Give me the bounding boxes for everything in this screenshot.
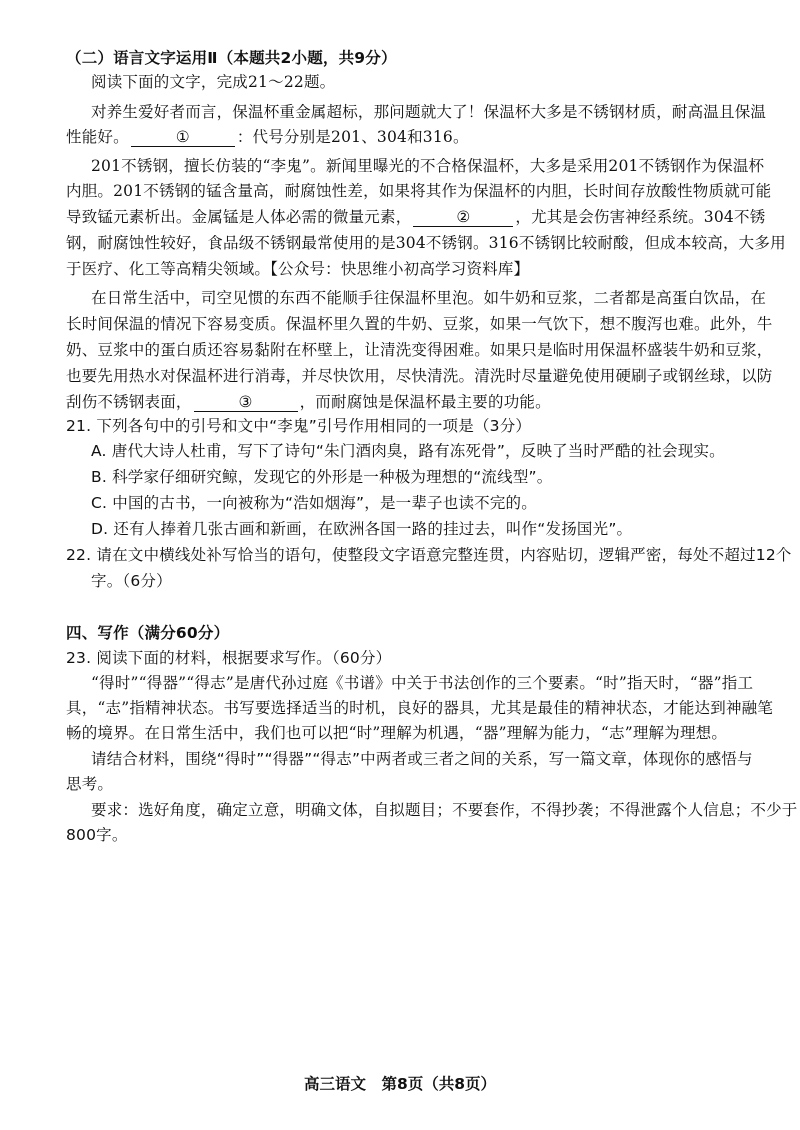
material-line: 畅的境界。在日常生活中，我们也可以把“时”理解为机遇，“器”理解为能力，“志”理解为理想。 (66, 724, 728, 742)
requirement-line: 要求：选好角度，确定立意，明确文体，自拟题目；不要套作，不得抄袭；不得泄露个人信息；不少于 (91, 801, 798, 819)
option-d: D. 还有人捧着几张古画和新画，在欧洲各国一路的挂过去，叫作“发扬国光”。 (91, 520, 633, 538)
question-23-stem: 23. 阅读下面的材料，根据要求写作。（60分） (66, 649, 392, 667)
passage-line: 导致锰元素析出。金属锰是人体必需的微量元素， ② ，尤其是会伤害神经系统。304不锈 (66, 208, 766, 226)
passage-line: 钢，耐腐蚀性较好，食品级不锈钢最常使用的是304不锈钢。316不锈钢比较耐酸，但成本较高，大多用 (66, 234, 786, 252)
writing-section-heading: 四、写作（满分60分） (66, 624, 230, 642)
task-line: 思考。 (66, 775, 114, 793)
passage-line: 于医疗、化工等高精尖领域。【公众号：快思维小初高学习资料库】 (66, 260, 530, 278)
blank-1: ① (131, 128, 235, 147)
passage-line: 内胆。201不锈钢的锰含量高，耐腐蚀性差，如果将其作为保温杯的内胆，长时间存放酸性物质就可能 (66, 182, 772, 200)
task-line: 请结合材料，围绕“得时”“得器”“得志”中两者或三者之间的关系，写一篇文章，体现你的感悟与 (91, 750, 753, 768)
option-b: B. 科学家仔细研究鲸，发现它的外形是一种极为理想的“流线型”。 (91, 468, 553, 486)
passage-line: 性能好。 ① ：代号分别是201、304和316。 (66, 128, 469, 146)
passage-line: 对养生爱好者而言，保温杯重金属超标，那问题就大了！保温杯大多是不锈钢材质，耐高温且保温 (91, 103, 767, 121)
requirement-line: 800字。 (66, 826, 128, 844)
option-a: A. 唐代大诗人杜甫，写下了诗句“朱门酒肉臭，路有冻死骨”，反映了当时严酷的社会现实。 (91, 442, 725, 460)
instruction: 阅读下面的文字，完成21～22题。 (91, 73, 336, 91)
passage-line: 201不锈钢，擅长仿装的“李鬼”。新闻里曝光的不合格保温杯，大多是采用201不锈钢作为保温杯 (91, 157, 765, 175)
material-line: 具，“志”指精神状态。书写要选择适当的时机，良好的器具，尤其是最佳的精神状态，才能达到神融笔 (66, 699, 774, 717)
question-22-stem-cont: 字。（6分） (91, 572, 172, 590)
option-c: C. 中国的古书，一向被称为“浩如烟海”，是一辈子也读不完的。 (91, 494, 537, 512)
blank-2: ② (413, 208, 513, 227)
question-21-stem: 21. 下列各句中的引号和文中“李鬼”引号作用相同的一项是（3分） (66, 417, 532, 435)
passage-line: 在日常生活中，司空见惯的东西不能顺手往保温杯里泡。如牛奶和豆浆，二者都是高蛋白饮品，在 (91, 289, 767, 307)
section-heading: （二）语言文字运用Ⅱ（本题共2小题，共9分） (66, 49, 397, 67)
passage-line: 也要先用热水对保温杯进行消毒，并尽快饮用，尽快清洗。清洗时尽量避免使用硬刷子或钢丝球，以防 (66, 367, 773, 385)
question-22-stem: 22. 请在文中横线处补写恰当的语句，使整段文字语意完整连贯，内容贴切，逻辑严密，每处不超过12个 (66, 546, 792, 564)
material-line: “得时”“得器”“得志”是唐代孙过庭《书谱》中关于书法创作的三个要素。“时”指天时，“器”指工 (91, 674, 754, 692)
page-footer: 高三语文 第8页（共8页） (303, 1075, 497, 1093)
passage-line: 刮伤不锈钢表面， ③ ，而耐腐蚀是保温杯最主要的功能。 (66, 393, 551, 411)
passage-line: 奶、豆浆中的蛋白质还容易黏附在杯壁上，让清洗变得困难。如果只是临时用保温杯盛装牛奶和豆浆， (66, 341, 773, 359)
passage-line: 长时间保温的情况下容易变质。保温杯里久置的牛奶、豆浆，如果一气饮下，想不腹泻也难。此外，牛 (66, 315, 773, 333)
blank-3: ③ (194, 393, 298, 412)
